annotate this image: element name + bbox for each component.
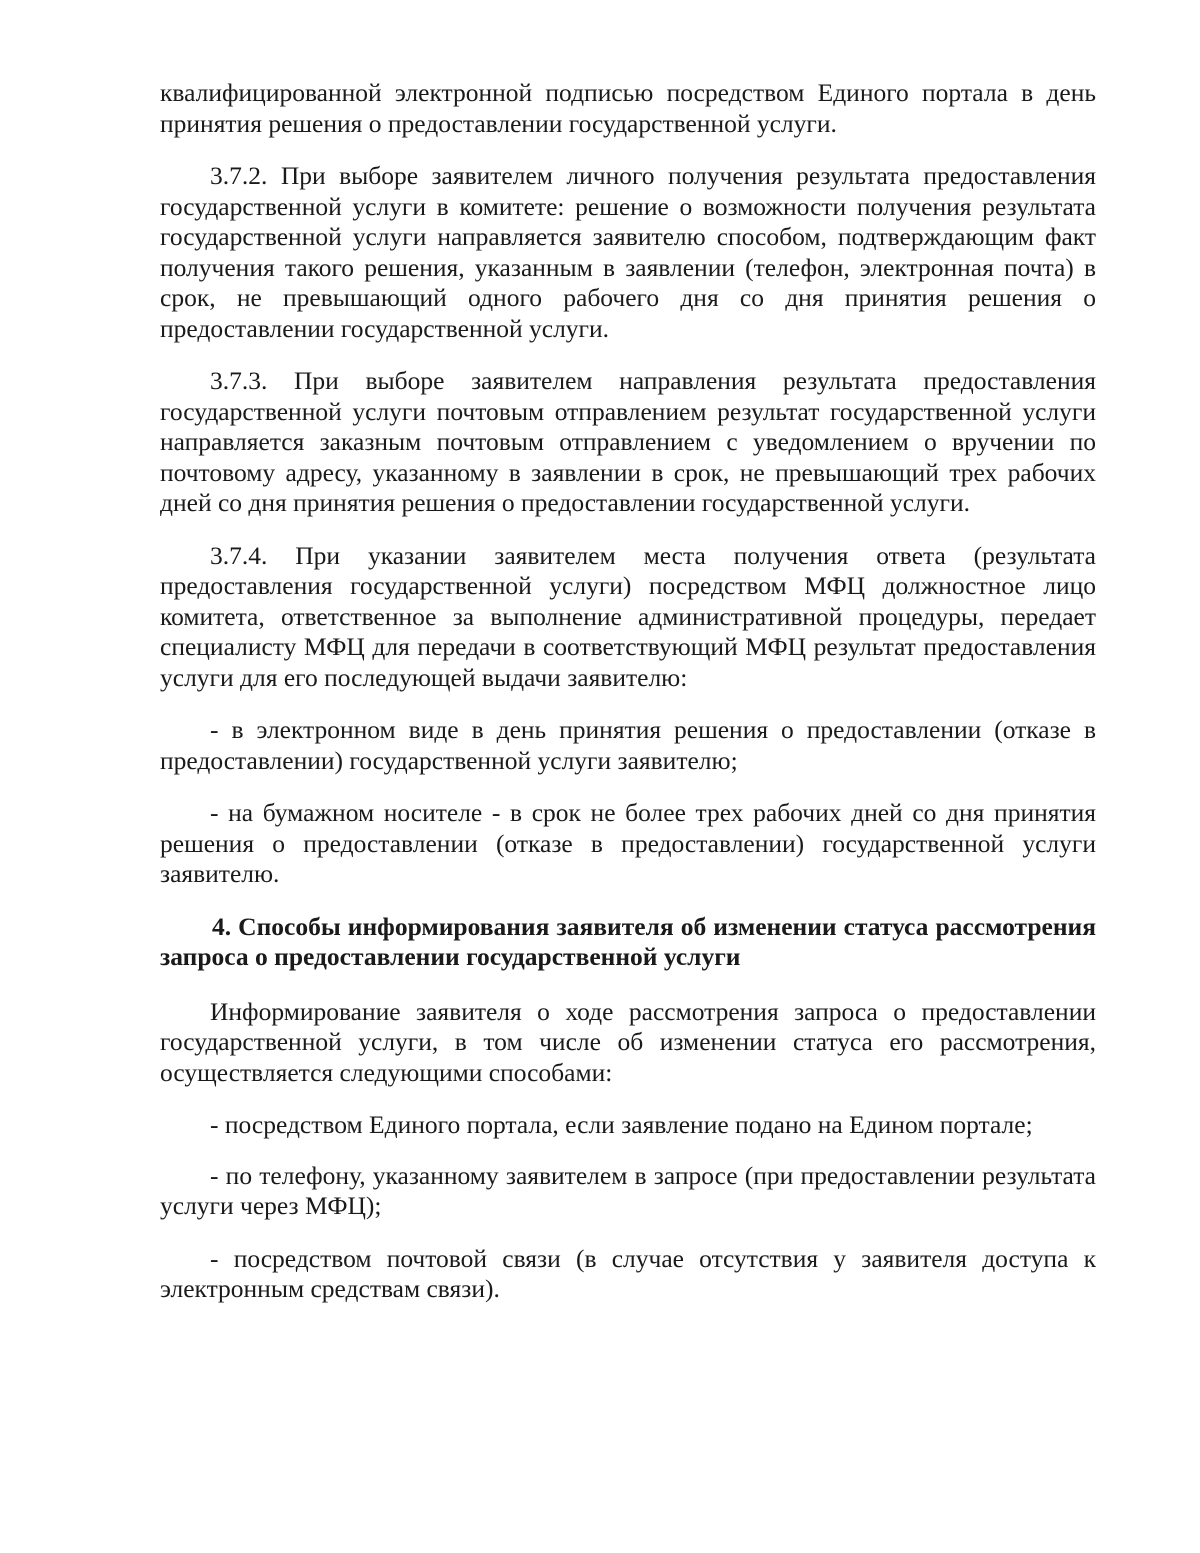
list-item-electronic: - в электронном виде в день принятия решения о предоставлении (отказе в предоставлении) государственной услуги заявителю; bbox=[160, 715, 1096, 775]
document-page bbox=[160, 78, 1096, 1327]
paragraph-continuation: квалифицированной электронной подписью посредством Единого портала в день принятия решения о предоставлении государственной услуги. bbox=[160, 78, 1096, 138]
section-heading: 4. Способы информирования заявителя об изменении статуса рассмотрения запроса о предоставлении государственной услуги bbox=[160, 911, 1096, 971]
paragraph-3-7-4: 3.7.4. При указании заявителем места получения ответа (результата предоставления государственной услуги) посредством МФЦ должностное лицо комитета, ответственное за выполнение административной процедуры, передает специалисту МФЦ для передачи в соответствующий МФЦ результат предоставления услуги для его последующей выдачи заявителю: bbox=[160, 540, 1096, 692]
list-item-post: - посредством почтовой связи (в случае отсутствия у заявителя доступа к электронным средствам связи). bbox=[160, 1243, 1096, 1303]
paragraph-3-7-2: 3.7.2. При выборе заявителем личного получения результата предоставления государственной услуги в комитете: решение о возможности получения результата государственной услуги направляется заявителю способом, подтверждающим факт получения такого решения, указанным в заявлении (телефон, электронная почта) в срок, не превышающий одного рабочего дня со дня принятия решения о предоставлении государственной услуги. bbox=[160, 161, 1096, 343]
list-item-phone: - по телефону, указанному заявителем в запросе (при предоставлении результата услуги через МФЦ); bbox=[160, 1160, 1096, 1220]
list-item-paper: - на бумажном носителе - в срок не более трех рабочих дней со дня принятия решения о предоставлении (отказе в предоставлении) государственной услуги заявителю. bbox=[160, 798, 1096, 888]
paragraph-3-7-3: 3.7.3. При выборе заявителем направления результата предоставления государственной услуги почтовым отправлением результат государственной услуги направляется заказным почтовым отправлением с уведомлением о вручении по почтовому адресу, указанному в заявлении в срок, не превышающий трех рабочих дней со дня принятия решения о предоставлении государственной услуги. bbox=[160, 366, 1096, 517]
section-intro-paragraph: Информирование заявителя о ходе рассмотрения запроса о предоставлении государственной услуги, в том числе об изменении статуса его рассмотрения, осуществляется следующими способами: bbox=[160, 996, 1096, 1087]
list-item-portal: - посредством Единого портала, если заявление подано на Едином портале; bbox=[210, 1110, 1033, 1139]
